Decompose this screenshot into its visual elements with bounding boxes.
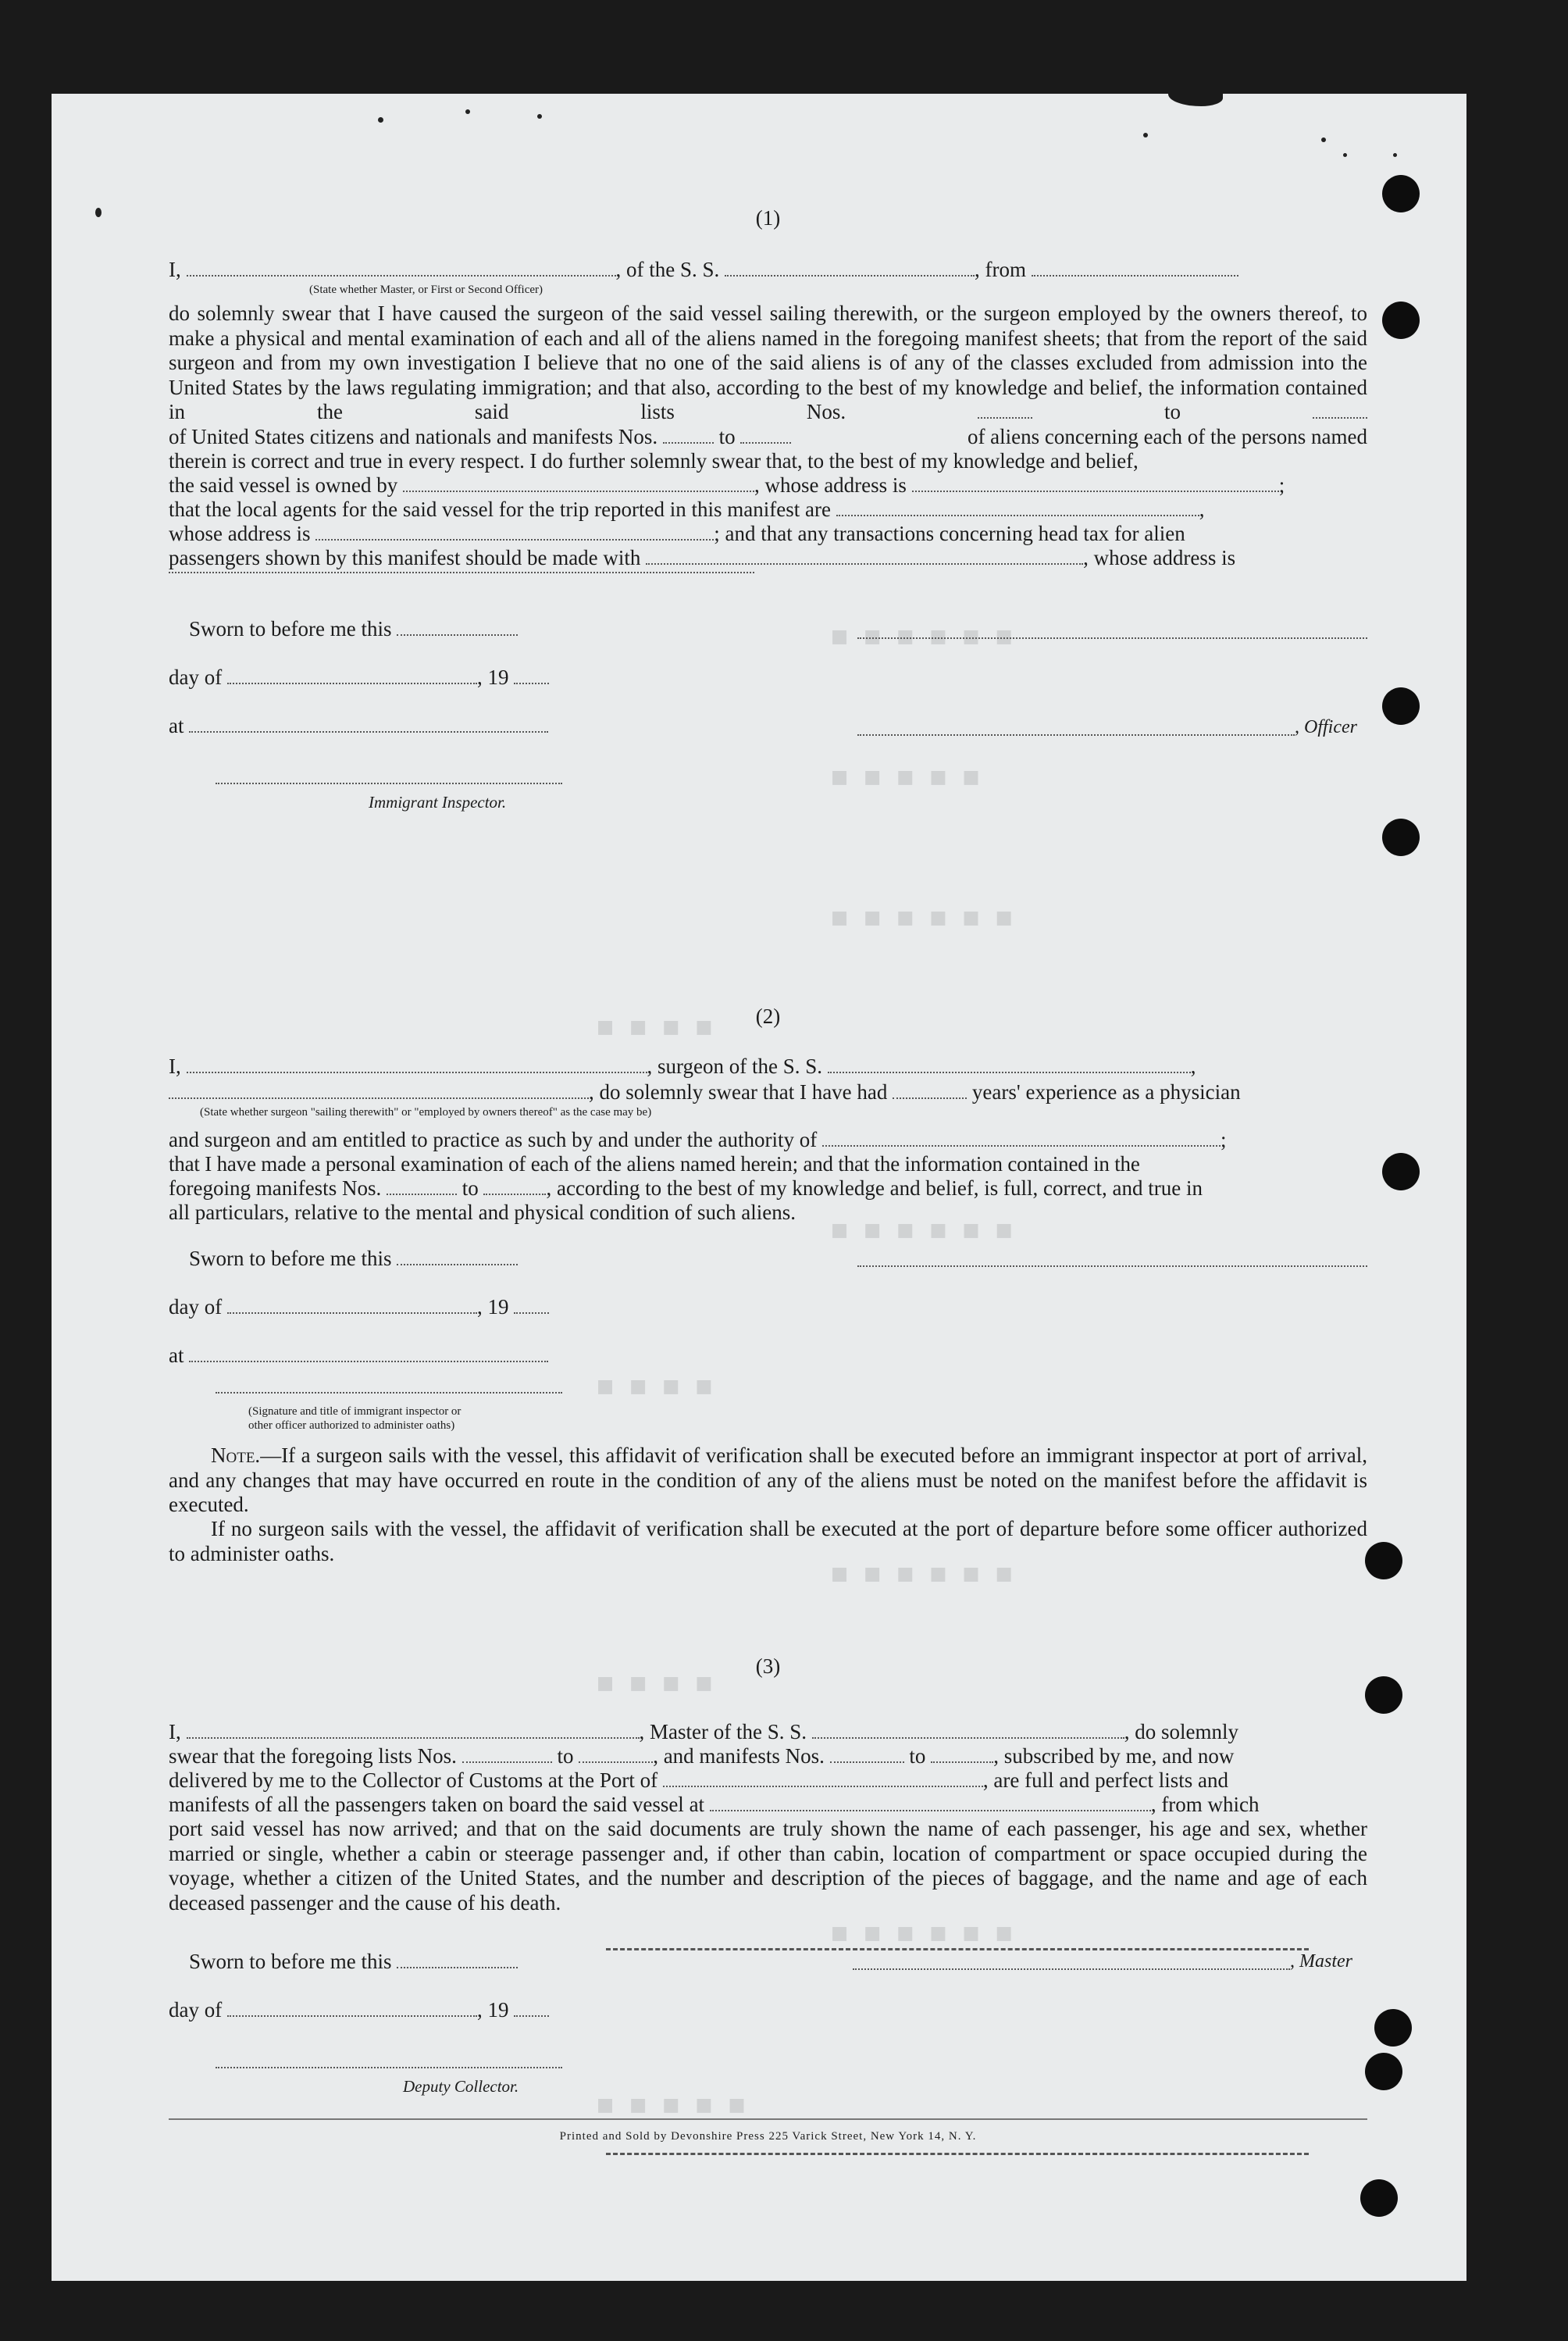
s1-day-of-field[interactable] [227, 667, 477, 684]
hole-icon [1360, 2179, 1398, 2217]
hole-icon [1382, 175, 1420, 212]
s3-lists-to-field[interactable] [579, 1746, 653, 1763]
master-name-field[interactable] [187, 259, 616, 277]
s2-body-line-4: all particulars, relative to the mental and physical condition of such aliens. [169, 1201, 796, 1224]
surgeon-status-field[interactable] [169, 1082, 589, 1099]
section-1-number: (1) [755, 206, 781, 230]
agents-address-field[interactable] [315, 523, 714, 541]
s3-sworn-line: Sworn to before me this [189, 1950, 1388, 1975]
speck [1321, 137, 1326, 142]
s3-master-name-field[interactable] [187, 1722, 640, 1739]
master-caption: , Master [1290, 1951, 1352, 1972]
hole-icon [1382, 1153, 1420, 1190]
s1-at-field[interactable] [189, 716, 548, 733]
s2-note: Note.—If a surgeon sails with the vessel, this affidavit of verification shall be executed before an immigrant inspector at port of arrival, and any changes that may have occurred en route in the condition of any of the aliens must be noted on the manifest before the affidavit is executed. [169, 1443, 1367, 1516]
s1-body-line-2: of United States citizens and nationals and manifests Nos. to of aliens concerning each of the persons named [169, 425, 1367, 448]
immigrant-inspector-caption: Immigrant Inspector. [369, 793, 507, 812]
hole-icon [1365, 1542, 1402, 1579]
s3-year-field[interactable] [514, 2000, 549, 2017]
s1-at-line: at [169, 714, 1367, 739]
s2-at-line: at [169, 1344, 1367, 1369]
speck [465, 109, 470, 114]
hole-icon [1382, 819, 1420, 856]
head-tax-address-field[interactable] [169, 572, 754, 573]
s1-officer-signature-field[interactable] [857, 637, 1367, 639]
head-tax-contact-field[interactable] [646, 548, 1083, 565]
vessel-name-field[interactable] [725, 259, 975, 277]
s1-officer-title-field[interactable] [857, 734, 1295, 736]
s2-day-of-line: day of , 19 [169, 1295, 1367, 1320]
s3-vessel-field[interactable] [812, 1722, 1124, 1739]
owner-field[interactable] [403, 475, 754, 492]
hole-icon [1365, 2053, 1402, 2090]
s2-at-field[interactable] [189, 1345, 548, 1362]
s2-surgeon-signature-field[interactable] [857, 1265, 1367, 1267]
s2-year-field[interactable] [514, 1297, 549, 1314]
s2-day-of-field[interactable] [227, 1297, 477, 1314]
s2-line-2: , do solemnly swear that I have had years' experience as a physician [169, 1080, 1367, 1105]
s3-day-of-line: day of , 19 [169, 1998, 1367, 2023]
local-agents-field[interactable] [836, 499, 1199, 516]
section-3-number: (3) [755, 1654, 781, 1678]
s3-line-1: I, , Master of the S. S. , do solemnly [169, 1720, 1238, 1743]
deputy-collector-caption: Deputy Collector. [403, 2077, 519, 2096]
years-experience-field[interactable] [893, 1082, 967, 1099]
bottom-dashed-rule [606, 2153, 1309, 2155]
s2-line-1: I, , surgeon of the S. S. , [169, 1055, 1196, 1078]
officer-caption: , Officer [1295, 717, 1357, 737]
port-of-embarkation-field[interactable] [710, 1794, 1151, 1811]
s1-body-line-4: the said vessel is owned by , whose address is ; [169, 473, 1285, 497]
s3-line-2: swear that the foregoing lists Nos. to , and manifests Nos. to , subscribed by me, and now [169, 1744, 1235, 1768]
document-sheet: ■ ■ ■ ■ ■ ■ ■ ■ ■ ■ ■ ■ ■ ■ ■ ■ ■ ■ ■ ■ ■ ■ ■ ■ ■ ■ ■ ■ ■ ■ ■ ■ ■ ■ ■ ■ ■ ■ ■ ■ ■ ■ ■ ■ ■ ■ ■ ■ ■ ■ ■ ■ (1) I, , of the S. S. , from (State whether Master, or First or Second Officer) do solemnly swear that I have caused the surgeon of the said vessel sailing therewith, or the surgeon employed by the owners thereof, to make a physical and mental examination of each and all of the aliens named in the foregoing manifest sheets; that from the report of the said surgeon and from my own investigation I believe that no one of the said aliens is of any of the classes excluded from admission into the United States by the laws regulating immigration; and that also, according to the best of my knowledge and belief, the information contained in the said lists Nos. to of United States citizens and nationals and manifests Nos. to of aliens concerning each of the persons named therein is correct and true in every respect. I do further solemnly swear that, to the best of my knowledge and belief, the said vessel is owned by , whose address is ; that the local agents for the said vessel for the trip reported in this manifest are , whose address is ; and that any transactions concerning head tax for alien passengers shown by this manifest should be made with , whose address is Sworn to before me this day of , 19 at , Officer Immigrant Inspector. (2) I, , surgeon of the S. S. , , do solemnly swear that I have had years' experience as a physician (State whether surgeon "sailing therewith" or "employed by owners thereof" as the case may be) and surgeon and am entitled to practice as such by and under the authority of ; that I have made a personal examination of each of the aliens named herein; and that the information contained in the foregoing manifests Nos. to , according to the best of my knowledge and belief, is full, correct, and true in all particulars, relative to the mental and physical condition of such aliens. Sworn to before me this day of , 19 at (Signature and title of immigrant inspector or other officer authorized to administer oaths) Note.—If a surgeon sails with the vessel, this affidavit of verification shall be executed before an immigrant inspector at port of arrival, and any changes that may have occurred en route in the condition of any of the aliens must be noted on the manifest before the affidavit is executed. If no surgeon sails with the vessel, the affidavit of verification shall be executed at the port of departure before some officer authorized to administer oaths. (3) I, , Master of the S. S. , do solemnly swear that the foregoing lists Nos. to , and manifests Nos. to , subscribed by me, and now delivered by me to the Collector of Customs at the Port of , are full and perfect lists and manifests of all the passengers taken on board the said vessel at , from which port said vessel has now arrived; and that on the said documents are truly shown the name of each passenger, his age and sex, whether married or single, whether a cabin or steerage passenger and, if other than cabin, location of compartment or space occupied during the voyage, whether a citizen of the United States, and the number and description of the pieces of baggage, and the name and age of each deceased passenger and the cause of his death. Sworn to before me this , Master day of , 19 Deputy Collector. Printed and Sold by Devonshire Press 225 Varick Street, New York 14, N. Y. [52, 94, 1466, 2281]
s2-authorized-officer-signature-field[interactable] [216, 1392, 562, 1394]
s3-sworn-day-field[interactable] [397, 1951, 518, 1968]
s1-body-line-7: passengers shown by this manifest should be made with , whose address is [169, 546, 1236, 569]
s2-sworn-line: Sworn to before me this [189, 1247, 1388, 1272]
s2-signature-caption-1: (Signature and title of immigrant inspector or [248, 1405, 461, 1418]
s3-day-of-field[interactable] [227, 2000, 477, 2017]
s2-note-2: If no surgeon sails with the vessel, the affidavit of verification shall be executed at the port of departure before some officer authorized to administer oaths. [169, 1517, 1367, 1565]
s3-line-3: delivered by me to the Collector of Customs at the Port of , are full and perfect lists and [169, 1768, 1229, 1792]
s2-body-line-2: that I have made a personal examination of each of the aliens named herein; and that the information contained in the [169, 1152, 1140, 1176]
section-2-number: (2) [755, 1005, 781, 1028]
s3-manifests-to-field[interactable] [931, 1746, 993, 1763]
speck [1343, 153, 1347, 157]
s2-manifests-to-field[interactable] [483, 1178, 546, 1195]
from-port-field[interactable] [1032, 259, 1238, 277]
s1-line-1-caption: (State whether Master, or First or Second Officer) [309, 284, 543, 296]
surgeon-name-field[interactable] [187, 1056, 647, 1073]
hole-icon [1382, 302, 1420, 339]
torn-edge [1168, 86, 1223, 106]
deputy-collector-signature-field[interactable] [216, 2067, 562, 2068]
hole-icon [1382, 687, 1420, 725]
s1-body: do solemnly swear that I have caused the surgeon of the said vessel sailing therewith, or the surgeon employed by the owners thereof, to make a physical and mental examination of each and all of the aliens named in the foregoing manifest sheets; that from the report of the said surgeon and from my own investigation I believe that no one of the said aliens is of any of the classes excluded from admission into the United States by the laws regulating immigration; and that also, according to the best of my knowledge and belief, the information contained in the said lists Nos. to [169, 302, 1367, 423]
s2-sworn-day-field[interactable] [397, 1248, 518, 1265]
speck [1143, 133, 1148, 137]
s1-sworn-line: Sworn to before me this [189, 617, 1388, 642]
s2-line-2-caption: (State whether surgeon "sailing therewith" or "employed by owners thereof" as the case may be) [200, 1106, 652, 1119]
hole-icon [1374, 2009, 1412, 2047]
port-of-arrival-field[interactable] [663, 1770, 983, 1787]
speck [95, 208, 102, 217]
s1-body-line-5: that the local agents for the said vessel for the trip reported in this manifest are , [169, 498, 1205, 521]
s1-day-of-line: day of , 19 [169, 666, 1367, 691]
s2-body-line-3: foregoing manifests Nos. to , according to the best of my knowledge and belief, is full, correct, and true in [169, 1176, 1203, 1200]
speck [378, 117, 383, 123]
s3-line-4: manifests of all the passengers taken on board the said vessel at , from which [169, 1793, 1260, 1816]
lists-to-field[interactable] [1313, 401, 1367, 419]
s2-signature-caption-2: other officer authorized to administer oaths) [248, 1419, 455, 1432]
master-signature-field[interactable] [853, 1968, 1290, 1970]
owner-address-field[interactable] [912, 475, 1279, 492]
s1-line-1: I, , of the S. S. , from [169, 258, 1367, 283]
s2-body-line-1: and surgeon and am entitled to practice as such by and under the authority of ; [169, 1128, 1227, 1151]
s3-body: port said vessel has now arrived; and that on the said documents are truly shown the name of each passenger, his age and sex, whether married or single, whether a cabin or steerage passenger and, if other than cabin, location of compartment or space occupied during the voyage, whether a citizen of the United States, and the number and description of the pieces of baggage, and the name and age of each deceased passenger and the cause of his death. [169, 1817, 1367, 1915]
manifests-from-field[interactable] [663, 426, 714, 444]
s1-sworn-day-field[interactable] [397, 619, 518, 636]
s1-body-line-3: therein is correct and true in every respect. I do further solemnly swear that, to the best of my knowledge and belief, [169, 449, 1139, 473]
s3-manifests-from-field[interactable] [830, 1746, 904, 1763]
footer-rule [169, 2118, 1367, 2120]
practice-authority-field[interactable] [822, 1129, 1221, 1147]
lists-from-field[interactable] [978, 401, 1032, 419]
manifests-to-field[interactable] [740, 426, 791, 444]
printer-imprint: Printed and Sold by Devonshire Press 225 Varick Street, New York 14, N. Y. [559, 2130, 977, 2143]
s1-body-line-6: whose address is ; and that any transactions concerning head tax for alien [169, 522, 1185, 545]
s2-vessel-field[interactable] [828, 1056, 1191, 1073]
hole-icon [1365, 1676, 1402, 1714]
speck [1393, 153, 1397, 157]
s1-year-field[interactable] [514, 667, 549, 684]
speck [537, 114, 542, 119]
s2-manifests-from-field[interactable] [387, 1178, 457, 1195]
s3-lists-from-field[interactable] [462, 1746, 552, 1763]
immigrant-inspector-signature-field[interactable] [216, 783, 562, 784]
